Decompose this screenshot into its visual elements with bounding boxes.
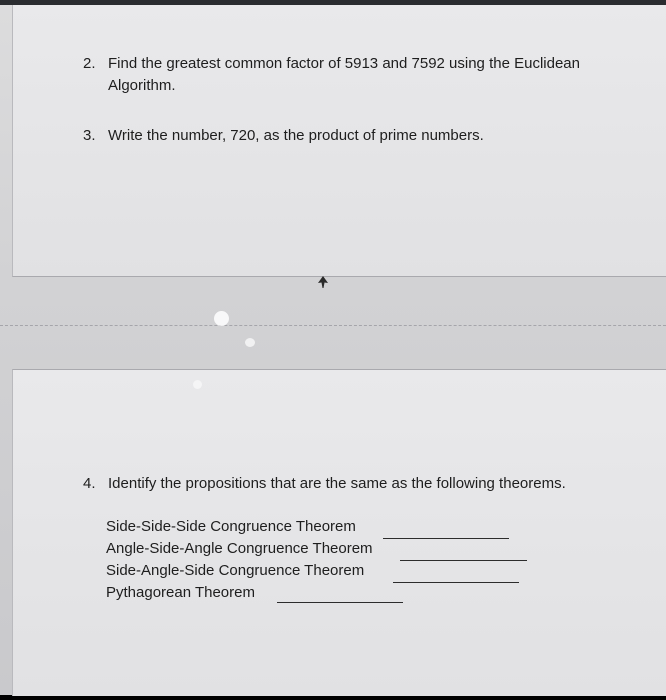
question-text-line-1: Find the greatest common factor of 5913 and 7592 using the Euclidean [108,55,580,72]
light-glare [245,338,255,347]
dashed-divider [0,325,666,326]
theorem-pythagorean: Pythagorean Theorem [106,584,255,601]
question-4 [83,473,653,495]
question-2 [83,53,663,103]
theorem-sss: Side-Side-Side Congruence Theorem [106,518,356,535]
answer-blank-sss[interactable] [383,538,509,539]
question-text: Write the number, 720, as the product of prime numbers. [108,127,484,144]
light-glare [214,311,229,326]
answer-blank-sas[interactable] [393,582,519,583]
question-3 [83,125,643,147]
question-number: 4. [83,475,96,492]
question-number: 3. [83,127,96,144]
question-text-line-2: Algorithm. [108,77,176,94]
question-number: 2. [83,55,96,72]
question-text: Identify the propositions that are the same as the following theorems. [108,475,566,492]
answer-blank-pythagorean[interactable] [277,602,403,603]
theorem-sas: Side-Angle-Side Congruence Theorem [106,562,365,579]
theorem-asa: Angle-Side-Angle Congruence Theorem [106,540,373,557]
answer-blank-asa[interactable] [400,560,527,561]
mouse-pointer-icon [318,276,328,288]
light-glare [193,380,202,389]
worksheet-page [0,5,666,695]
